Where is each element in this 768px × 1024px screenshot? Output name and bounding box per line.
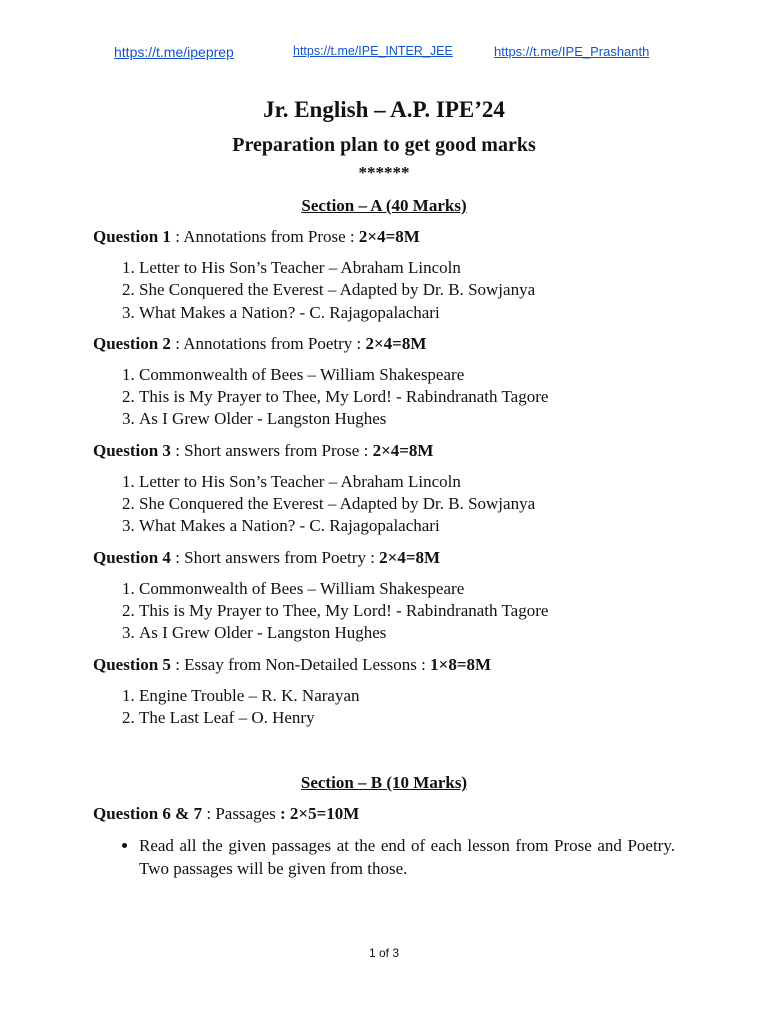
list-item: 2. The Last Leaf – O. Henry: [139, 707, 675, 729]
document-subtitle: Preparation plan to get good marks: [232, 134, 536, 156]
list-item: 3. What Makes a Nation? - C. Rajagopalachari: [139, 302, 675, 324]
section-a-heading: Section – A (40 Marks): [301, 196, 467, 215]
question-6-7: [93, 803, 675, 825]
list-item: 1. Commonwealth of Bees – William Shakespeare: [139, 578, 675, 600]
question-label: Question 2: [93, 333, 171, 353]
document-title: Jr. English – A.P. IPE’24: [263, 97, 505, 122]
list-item: 1. Letter to His Son’s Teacher – Abraham Lincoln: [139, 471, 675, 493]
question-2-list: [93, 364, 675, 431]
question-marks: 2×4=8M: [365, 333, 427, 353]
question-3-list: [93, 471, 675, 538]
question-label: Question 1: [93, 227, 171, 246]
question-text: : Essay from Non-Detailed Lessons :: [170, 654, 431, 674]
question-label: Question 5: [93, 654, 171, 674]
link-ipe-inter-jee[interactable]: https://t.me/IPE_INTER_JEE: [293, 44, 453, 58]
question-label: Question 6 & 7: [93, 804, 203, 824]
section-b-heading: Section – B (10 Marks): [300, 773, 468, 793]
question-text: : Short answers from Prose :: [170, 440, 373, 460]
question-6-7-list: [93, 834, 675, 880]
question-5: [93, 654, 675, 676]
question-text: : Annotations from Prose :: [170, 227, 359, 246]
question-marks: 2×4=8M: [372, 440, 434, 460]
question-4-list: [93, 578, 675, 645]
question-5-list: [93, 685, 675, 730]
list-item: 3. As I Grew Older - Langston Hughes: [139, 408, 675, 430]
header-links: [0, 44, 768, 64]
question-marks: : 2×5=10M: [280, 804, 360, 824]
document-page: [93, 95, 675, 880]
question-text: : Passages: [202, 804, 281, 824]
list-item: 3. What Makes a Nation? - C. Rajagopalachari: [139, 515, 675, 537]
list-item: 1. Letter to His Son’s Teacher – Abraham Lincoln: [139, 257, 675, 279]
link-ipeprep[interactable]: https://t.me/ipeprep: [114, 44, 234, 60]
bullet-item: • Read all the given passages at the end of each lesson from Prose and Poetry. Two passages will be given from those.: [139, 834, 675, 880]
list-item: 2. She Conquered the Everest – Adapted by Dr. B. Sowjanya: [139, 279, 675, 301]
list-item: 2. This is My Prayer to Thee, My Lord! - Rabindranath Tagore: [139, 386, 675, 408]
list-item: 3. As I Grew Older - Langston Hughes: [139, 622, 675, 644]
list-item: 2. This is My Prayer to Thee, My Lord! - Rabindranath Tagore: [139, 600, 675, 622]
list-item: 1. Engine Trouble – R. K. Narayan: [139, 685, 675, 707]
question-marks: 2×4=8M: [358, 227, 420, 246]
list-item: 1. Commonwealth of Bees – William Shakespeare: [139, 364, 675, 386]
question-2: [93, 333, 675, 355]
question-3: [93, 440, 675, 462]
question-4: [93, 547, 675, 569]
question-label: Question 4: [93, 547, 171, 567]
page-number: 1 of 3: [368, 946, 400, 960]
question-text: : Short answers from Poetry :: [170, 547, 380, 567]
list-item: 2. She Conquered the Everest – Adapted by Dr. B. Sowjanya: [139, 493, 675, 515]
separator-stars: ******: [358, 163, 410, 182]
question-label: Question 3: [93, 440, 171, 460]
question-1: [93, 226, 675, 248]
question-marks: 2×4=8M: [379, 547, 441, 567]
question-marks: 1×8=8M: [430, 654, 492, 674]
link-ipe-prashanth[interactable]: https://t.me/IPE_Prashanth: [494, 44, 650, 59]
question-1-list: [93, 257, 675, 324]
question-text: : Annotations from Poetry :: [170, 333, 366, 353]
